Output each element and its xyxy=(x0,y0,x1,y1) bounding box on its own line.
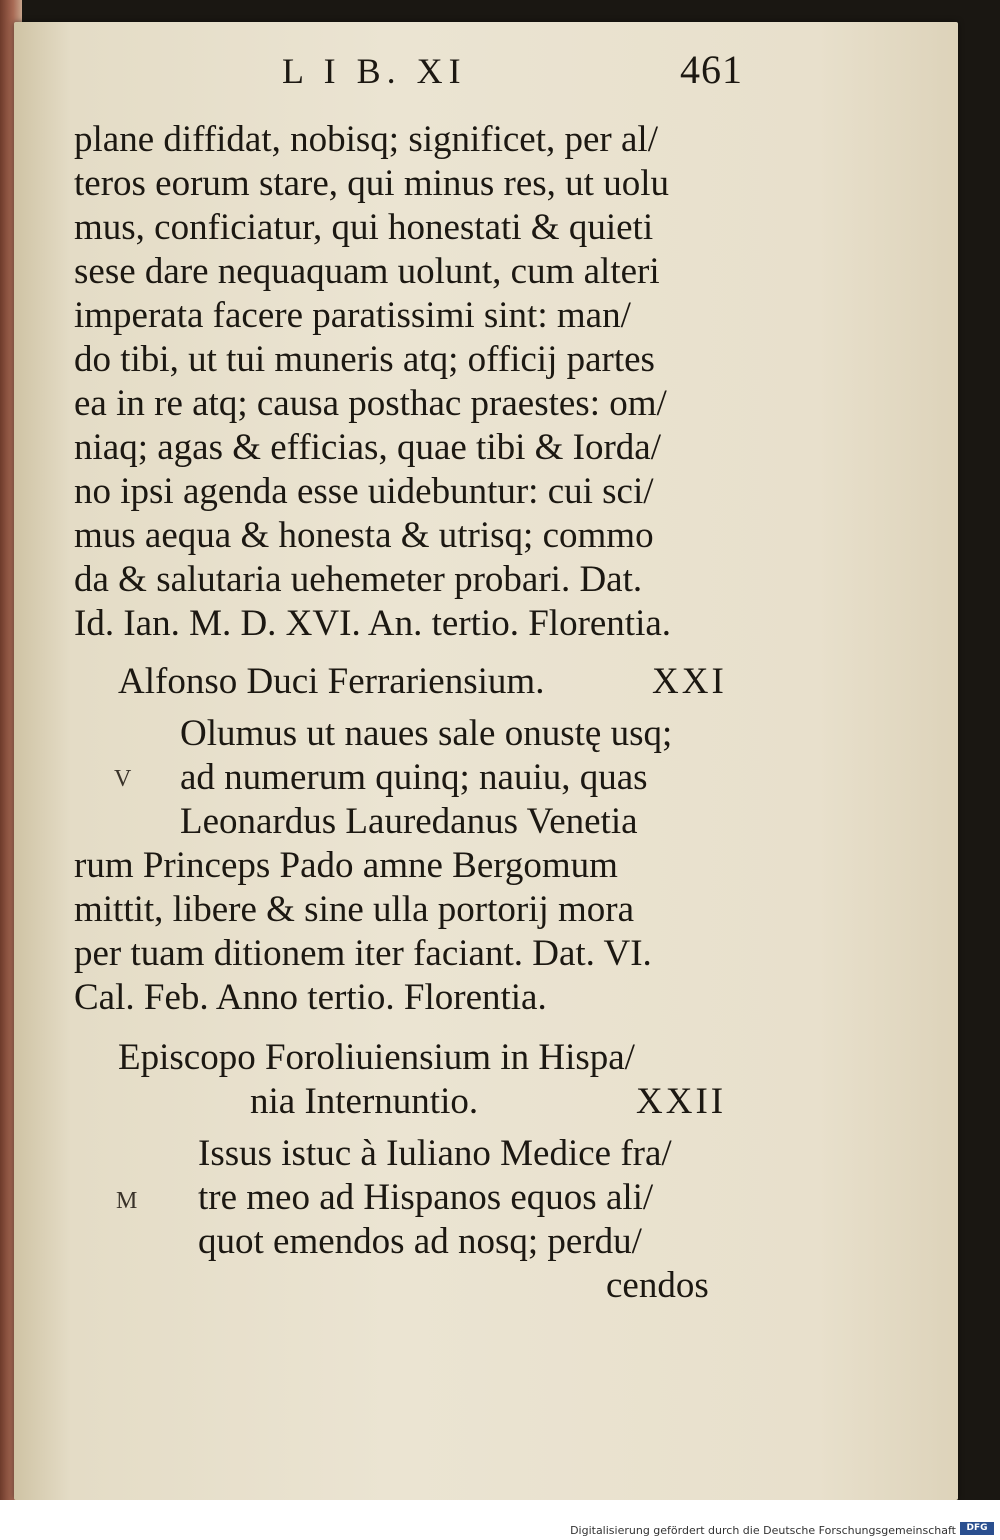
text-line: imperata facere paratissimi sint: man/ xyxy=(74,295,631,336)
text-line: mittit, libere & sine ulla portorij mora xyxy=(74,889,635,930)
text-line: mus aequa & honesta & utrisq; commo xyxy=(74,515,654,556)
letter-heading: Episcopo Foroliuiensium in Hispa/ xyxy=(118,1037,635,1078)
text-line: mus, conficiatur, qui honestati & quieti xyxy=(74,207,654,248)
text-line: Id. Ian. M. D. XVI. An. tertio. Florentia. xyxy=(74,603,672,644)
text-line: no ipsi agenda esse uidebuntur: cui sci/ xyxy=(74,471,654,512)
text-line: niaq; agas & efficias, quae tibi & Iorda/ xyxy=(74,427,662,468)
page-number: 461 xyxy=(680,47,743,92)
letter-number: XXI xyxy=(652,661,727,702)
text-line: Issus istuc à Iuliano Medice fra/ xyxy=(198,1133,672,1174)
funding-note: Digitalisierung gefördert durch die Deutsche Forschungsgemeinschaft xyxy=(570,1524,956,1537)
text-line: da & salutaria uehemeter probari. Dat. xyxy=(74,559,643,600)
text-line: tre meo ad Hispanos equos ali/ xyxy=(198,1177,654,1218)
text-line: per tuam ditionem iter faciant. Dat. VI. xyxy=(74,933,652,974)
letter-number: XXII xyxy=(636,1081,727,1122)
text-line: ad numerum quinq; nauiu, quas xyxy=(180,757,648,798)
text-line: Olumus ut naues sale onustę usq; xyxy=(180,713,673,754)
letter-heading: nia Internuntio. xyxy=(250,1081,479,1122)
dfg-logo: DFG xyxy=(960,1522,994,1535)
catchword: cendos xyxy=(606,1265,709,1306)
guide-letter: M xyxy=(116,1188,138,1214)
text-line: quot emendos ad nosq; perdu/ xyxy=(198,1221,642,1262)
text-line: plane diffidat, nobisq; significet, per al/ xyxy=(74,119,658,160)
text-line: sese dare nequaquam uolunt, cum alteri xyxy=(74,251,660,292)
text-line: Leonardus Lauredanus Venetia xyxy=(180,801,638,842)
guide-letter: V xyxy=(114,766,132,792)
text-line: do tibi, ut tui muneris atq; officij partes xyxy=(74,339,655,380)
text-line: ea in re atq; causa posthac praestes: om/ xyxy=(74,383,667,424)
letter-heading: Alfonso Duci Ferrariensium. xyxy=(118,661,545,702)
text-line: Cal. Feb. Anno tertio. Florentia. xyxy=(74,977,547,1018)
text-line: teros eorum stare, qui minus res, ut uolu xyxy=(74,163,669,204)
running-title: L I B. XI xyxy=(282,51,467,91)
text-line: rum Princeps Pado amne Bergomum xyxy=(74,845,618,886)
